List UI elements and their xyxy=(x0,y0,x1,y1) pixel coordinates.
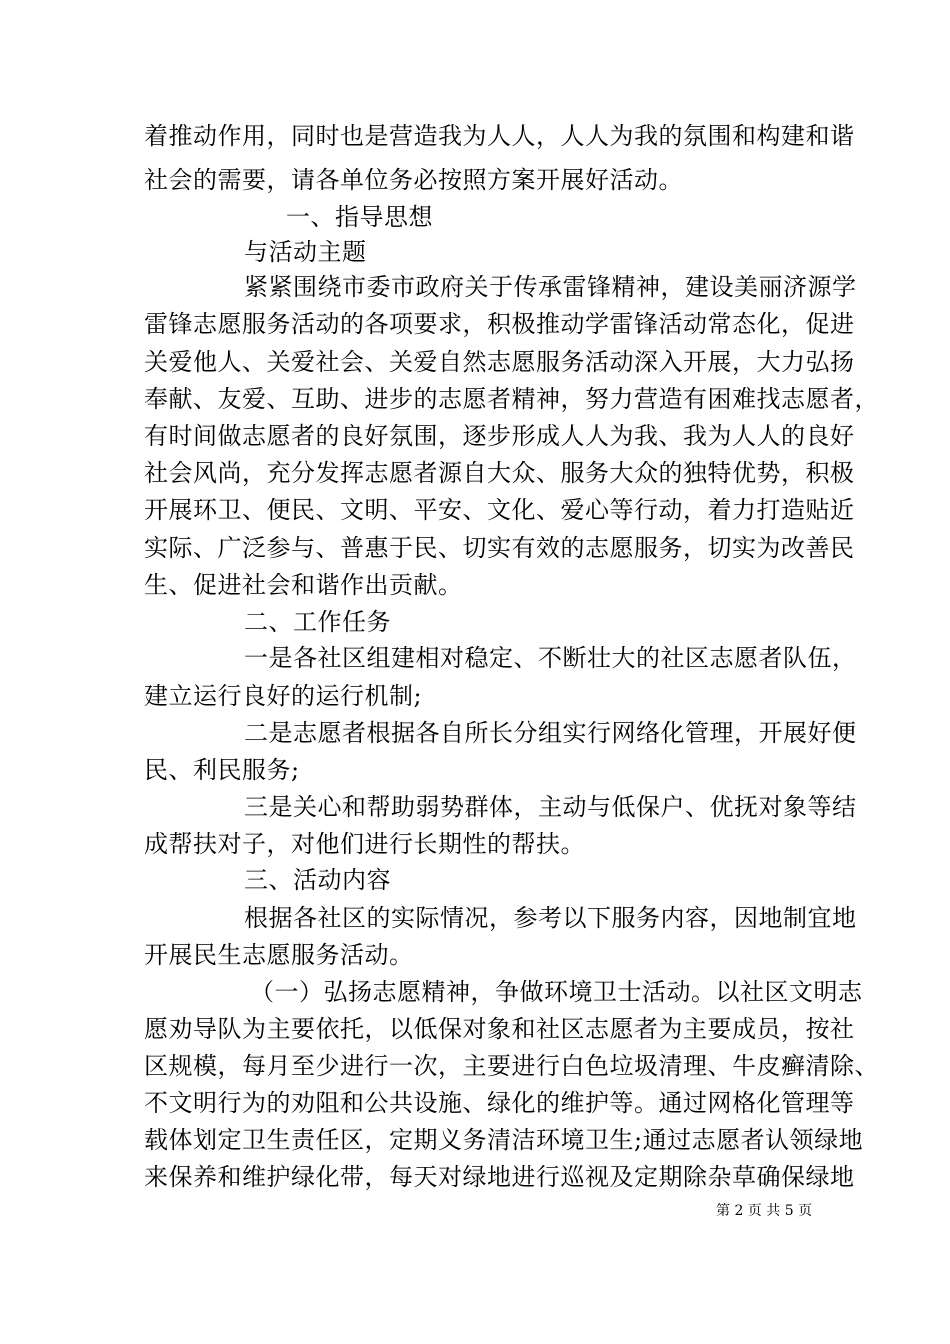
paragraph-start: 一是各社区组建相对稳定、不断壮大的社区志愿者队伍， xyxy=(244,644,857,672)
page-number-footer: 第 2 页 共 5 页 xyxy=(716,1203,813,1219)
body-text-line: 成帮扶对子，对他们进行长期性的帮扶。 xyxy=(144,830,585,858)
body-text-line: 有时间做志愿者的良好氛围，逐步形成人人为我、我为人人的良好 xyxy=(144,422,855,450)
body-text-line: 区规模，每月至少进行一次，主要进行白色垃圾清理、牛皮癣清除、 xyxy=(144,1052,879,1080)
section-heading: 三、活动内容 xyxy=(244,866,391,894)
body-text-line: 实际、广泛参与、普惠于民、切实有效的志愿服务，切实为改善民 xyxy=(144,534,855,562)
section-heading: 一、指导思想 xyxy=(286,203,433,231)
paragraph-start: 二是志愿者根据各自所长分组实行网络化管理，开展好便 xyxy=(244,719,857,747)
paragraph-start: 紧紧围绕市委市政府关于传承雷锋精神，建设美丽济源学 xyxy=(244,273,857,301)
paragraph-start: 三是关心和帮助弱势群体，主动与低保户、优抚对象等结 xyxy=(244,793,857,821)
body-text-line: 着推动作用，同时也是营造我为人人，人人为我的氛围和构建和谐 xyxy=(144,122,855,150)
body-text-line: 社会的需要，请各单位务必按照方案开展好活动。 xyxy=(144,166,683,194)
paragraph-start: 根据各社区的实际情况，参考以下服务内容，因地制宜地 xyxy=(244,904,857,932)
body-text-line: 载体划定卫生责任区，定期义务清洁环境卫生;通过志愿者认领绿地 xyxy=(144,1126,864,1154)
body-text-line: 民、利民服务; xyxy=(144,756,300,784)
body-text-line: 开展民生志愿服务活动。 xyxy=(144,941,414,969)
body-text-line: 建立运行良好的运行机制; xyxy=(144,682,423,710)
body-text-line: 来保养和维护绿化带，每天对绿地进行巡视及定期除杂草确保绿地 xyxy=(144,1163,855,1191)
body-text-line: 雷锋志愿服务活动的各项要求，积极推动学雷锋活动常态化，促进 xyxy=(144,310,855,338)
section-heading: 二、工作任务 xyxy=(244,608,391,636)
body-text-line: 关爱他人、关爱社会、关爱自然志愿服务活动深入开展，大力弘扬 xyxy=(144,348,855,376)
body-text-line: 开展环卫、便民、文明、平安、文化、爱心等行动，着力打造贴近 xyxy=(144,496,855,524)
section-heading-continued: 与活动主题 xyxy=(244,238,367,266)
body-text-line: 奉献、友爱、互助、进步的志愿者精神，努力营造有困难找志愿者， xyxy=(144,385,879,413)
body-text-line: 社会风尚，充分发挥志愿者源自大众、服务大众的独特优势，积极 xyxy=(144,459,855,487)
paragraph-start: （一）弘扬志愿精神，争做环境卫士活动。以社区文明志 xyxy=(250,978,863,1006)
body-text-line: 生、促进社会和谐作出贡献。 xyxy=(144,571,463,599)
body-text-line: 愿劝导队为主要依托，以低保对象和社区志愿者为主要成员，按社 xyxy=(144,1015,855,1043)
body-text-line: 不文明行为的劝阻和公共设施、绿化的维护等。通过网格化管理等 xyxy=(144,1089,855,1117)
